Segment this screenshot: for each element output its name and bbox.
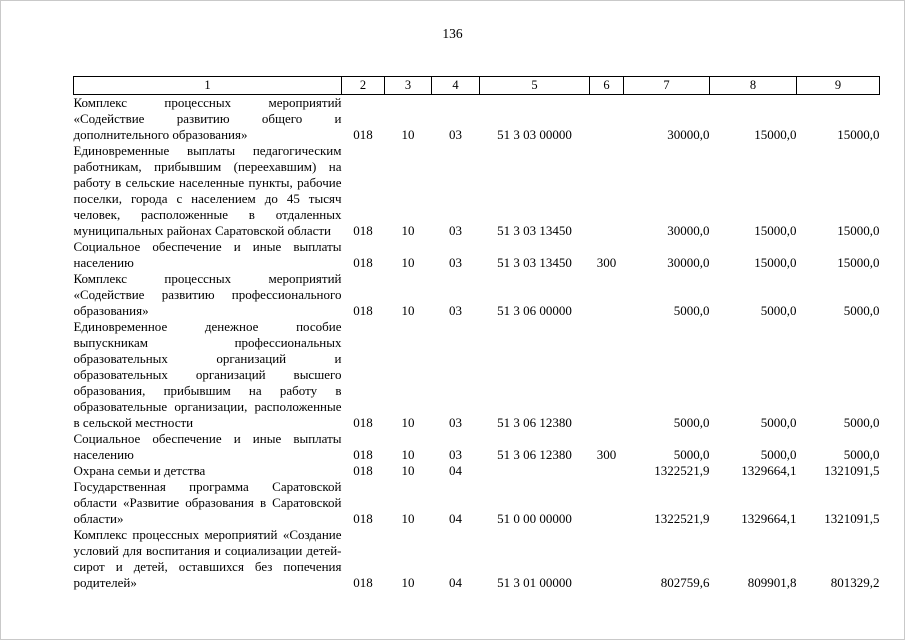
amount-cell: 15000,0 [754, 127, 797, 142]
row-name: Единовременное денежное пособие выпускникам профессиональных образовательных организаций и образовательных организаций высшего образования, прибывшим на работу в образовательные организации, расположенные в сельской местности [73, 319, 342, 430]
code-cell [590, 271, 624, 319]
column-header: 4 [432, 77, 480, 95]
amount-cell: 1321091,5 [824, 511, 880, 526]
code-cell: 03 [449, 223, 462, 238]
column-header: 9 [797, 77, 880, 95]
table-row [74, 239, 880, 271]
code-cell: 51 0 00 00000 [497, 511, 572, 526]
code-cell: 03 [449, 303, 462, 318]
column-header: 3 [385, 77, 432, 95]
header-row [74, 77, 880, 95]
code-cell: 018 [353, 303, 373, 318]
amount-cell: 801329,2 [830, 575, 880, 590]
code-cell [590, 527, 624, 591]
amount-cell: 1322521,9 [654, 511, 710, 526]
code-cell [590, 143, 624, 239]
code-cell: 10 [401, 575, 415, 590]
row-name: Охрана семьи и детства [73, 463, 206, 478]
table-row [74, 479, 880, 527]
amount-cell: 30000,0 [667, 223, 710, 238]
column-header: 5 [480, 77, 590, 95]
code-cell: 10 [401, 223, 415, 238]
code-cell [590, 319, 624, 431]
amount-cell: 1329664,1 [741, 463, 797, 478]
budget-table [73, 76, 880, 591]
code-cell: 03 [449, 447, 462, 462]
row-name: Комплекс процессных мероприятий «Содействие развитию общего и дополнительного образования» [73, 95, 342, 142]
code-cell: 10 [401, 127, 415, 142]
code-cell: 300 [596, 255, 617, 270]
code-cell [590, 479, 624, 527]
table-row [74, 319, 880, 431]
amount-cell: 5000,0 [760, 447, 797, 462]
code-cell: 10 [401, 255, 415, 270]
amount-cell: 1321091,5 [824, 463, 880, 478]
column-header: 8 [710, 77, 797, 95]
code-cell: 018 [353, 463, 373, 478]
page-number: 136 [442, 26, 463, 41]
table-body [74, 95, 880, 592]
amount-cell: 809901,8 [747, 575, 797, 590]
row-name: Социальное обеспечение и иные выплаты населению [73, 239, 342, 270]
row-name: Комплекс процессных мероприятий «Содействие развитию профессионального образования» [73, 271, 342, 318]
table-row [74, 463, 880, 479]
code-cell: 10 [401, 415, 415, 430]
code-cell: 03 [449, 415, 462, 430]
amount-cell: 5000,0 [760, 303, 797, 318]
code-cell [480, 463, 590, 479]
row-name: Единовременные выплаты педагогическим работникам, прибывшим (переехавшим) на работу в сельские населенные пункты, рабочие поселки, города с населением до 45 тысяч человек, расположенные в отдаленных муниципальных районах Саратовской области [73, 143, 342, 238]
table-row [74, 95, 880, 144]
amount-cell: 5000,0 [843, 415, 880, 430]
column-header: 1 [74, 77, 342, 95]
code-cell: 10 [401, 447, 415, 462]
code-cell [590, 463, 624, 479]
table-header [74, 77, 880, 95]
code-cell: 51 3 01 00000 [497, 575, 572, 590]
code-cell: 04 [449, 575, 462, 590]
amount-cell: 5000,0 [673, 415, 710, 430]
code-cell [590, 95, 624, 144]
code-cell: 018 [353, 415, 373, 430]
code-cell: 04 [449, 511, 462, 526]
code-cell: 10 [401, 511, 415, 526]
column-header: 7 [624, 77, 710, 95]
code-cell: 10 [401, 303, 415, 318]
code-cell: 51 3 03 00000 [497, 127, 572, 142]
amount-cell: 802759,6 [660, 575, 710, 590]
amount-cell: 5000,0 [673, 447, 710, 462]
amount-cell: 30000,0 [667, 255, 710, 270]
table-row [74, 527, 880, 591]
code-cell: 018 [353, 511, 373, 526]
amount-cell: 5000,0 [843, 303, 880, 318]
table-row [74, 271, 880, 319]
amount-cell: 15000,0 [837, 223, 880, 238]
code-cell: 018 [353, 255, 373, 270]
row-name: Государственная программа Саратовской области «Развитие образования в Саратовской области» [73, 479, 342, 526]
amount-cell: 5000,0 [843, 447, 880, 462]
code-cell: 018 [353, 127, 373, 142]
amount-cell: 15000,0 [754, 255, 797, 270]
code-cell: 03 [449, 255, 462, 270]
row-name: Социальное обеспечение и иные выплаты населению [73, 431, 342, 462]
code-cell: 51 3 06 12380 [497, 447, 572, 462]
code-cell: 51 3 03 13450 [497, 223, 572, 238]
table-row [74, 143, 880, 239]
amount-cell: 15000,0 [754, 223, 797, 238]
code-cell: 018 [353, 575, 373, 590]
row-name: Комплекс процессных мероприятий «Создание условий для воспитания и социализации детей-сирот и детей, оставшихся без попечения родителей» [73, 527, 342, 590]
table-row [74, 431, 880, 463]
column-header: 6 [590, 77, 624, 95]
code-cell: 018 [353, 223, 373, 238]
code-cell: 018 [353, 447, 373, 462]
code-cell: 10 [401, 463, 415, 478]
amount-cell: 15000,0 [837, 255, 880, 270]
amount-cell: 15000,0 [837, 127, 880, 142]
code-cell: 51 3 03 13450 [497, 255, 572, 270]
code-cell: 04 [449, 463, 462, 478]
code-cell: 51 3 06 00000 [497, 303, 572, 318]
amount-cell: 30000,0 [667, 127, 710, 142]
amount-cell: 5000,0 [673, 303, 710, 318]
amount-cell: 1329664,1 [741, 511, 797, 526]
amount-cell: 1322521,9 [654, 463, 710, 478]
code-cell: 300 [596, 447, 617, 462]
column-header: 2 [342, 77, 385, 95]
code-cell: 51 3 06 12380 [497, 415, 572, 430]
code-cell: 03 [449, 127, 462, 142]
amount-cell: 5000,0 [760, 415, 797, 430]
